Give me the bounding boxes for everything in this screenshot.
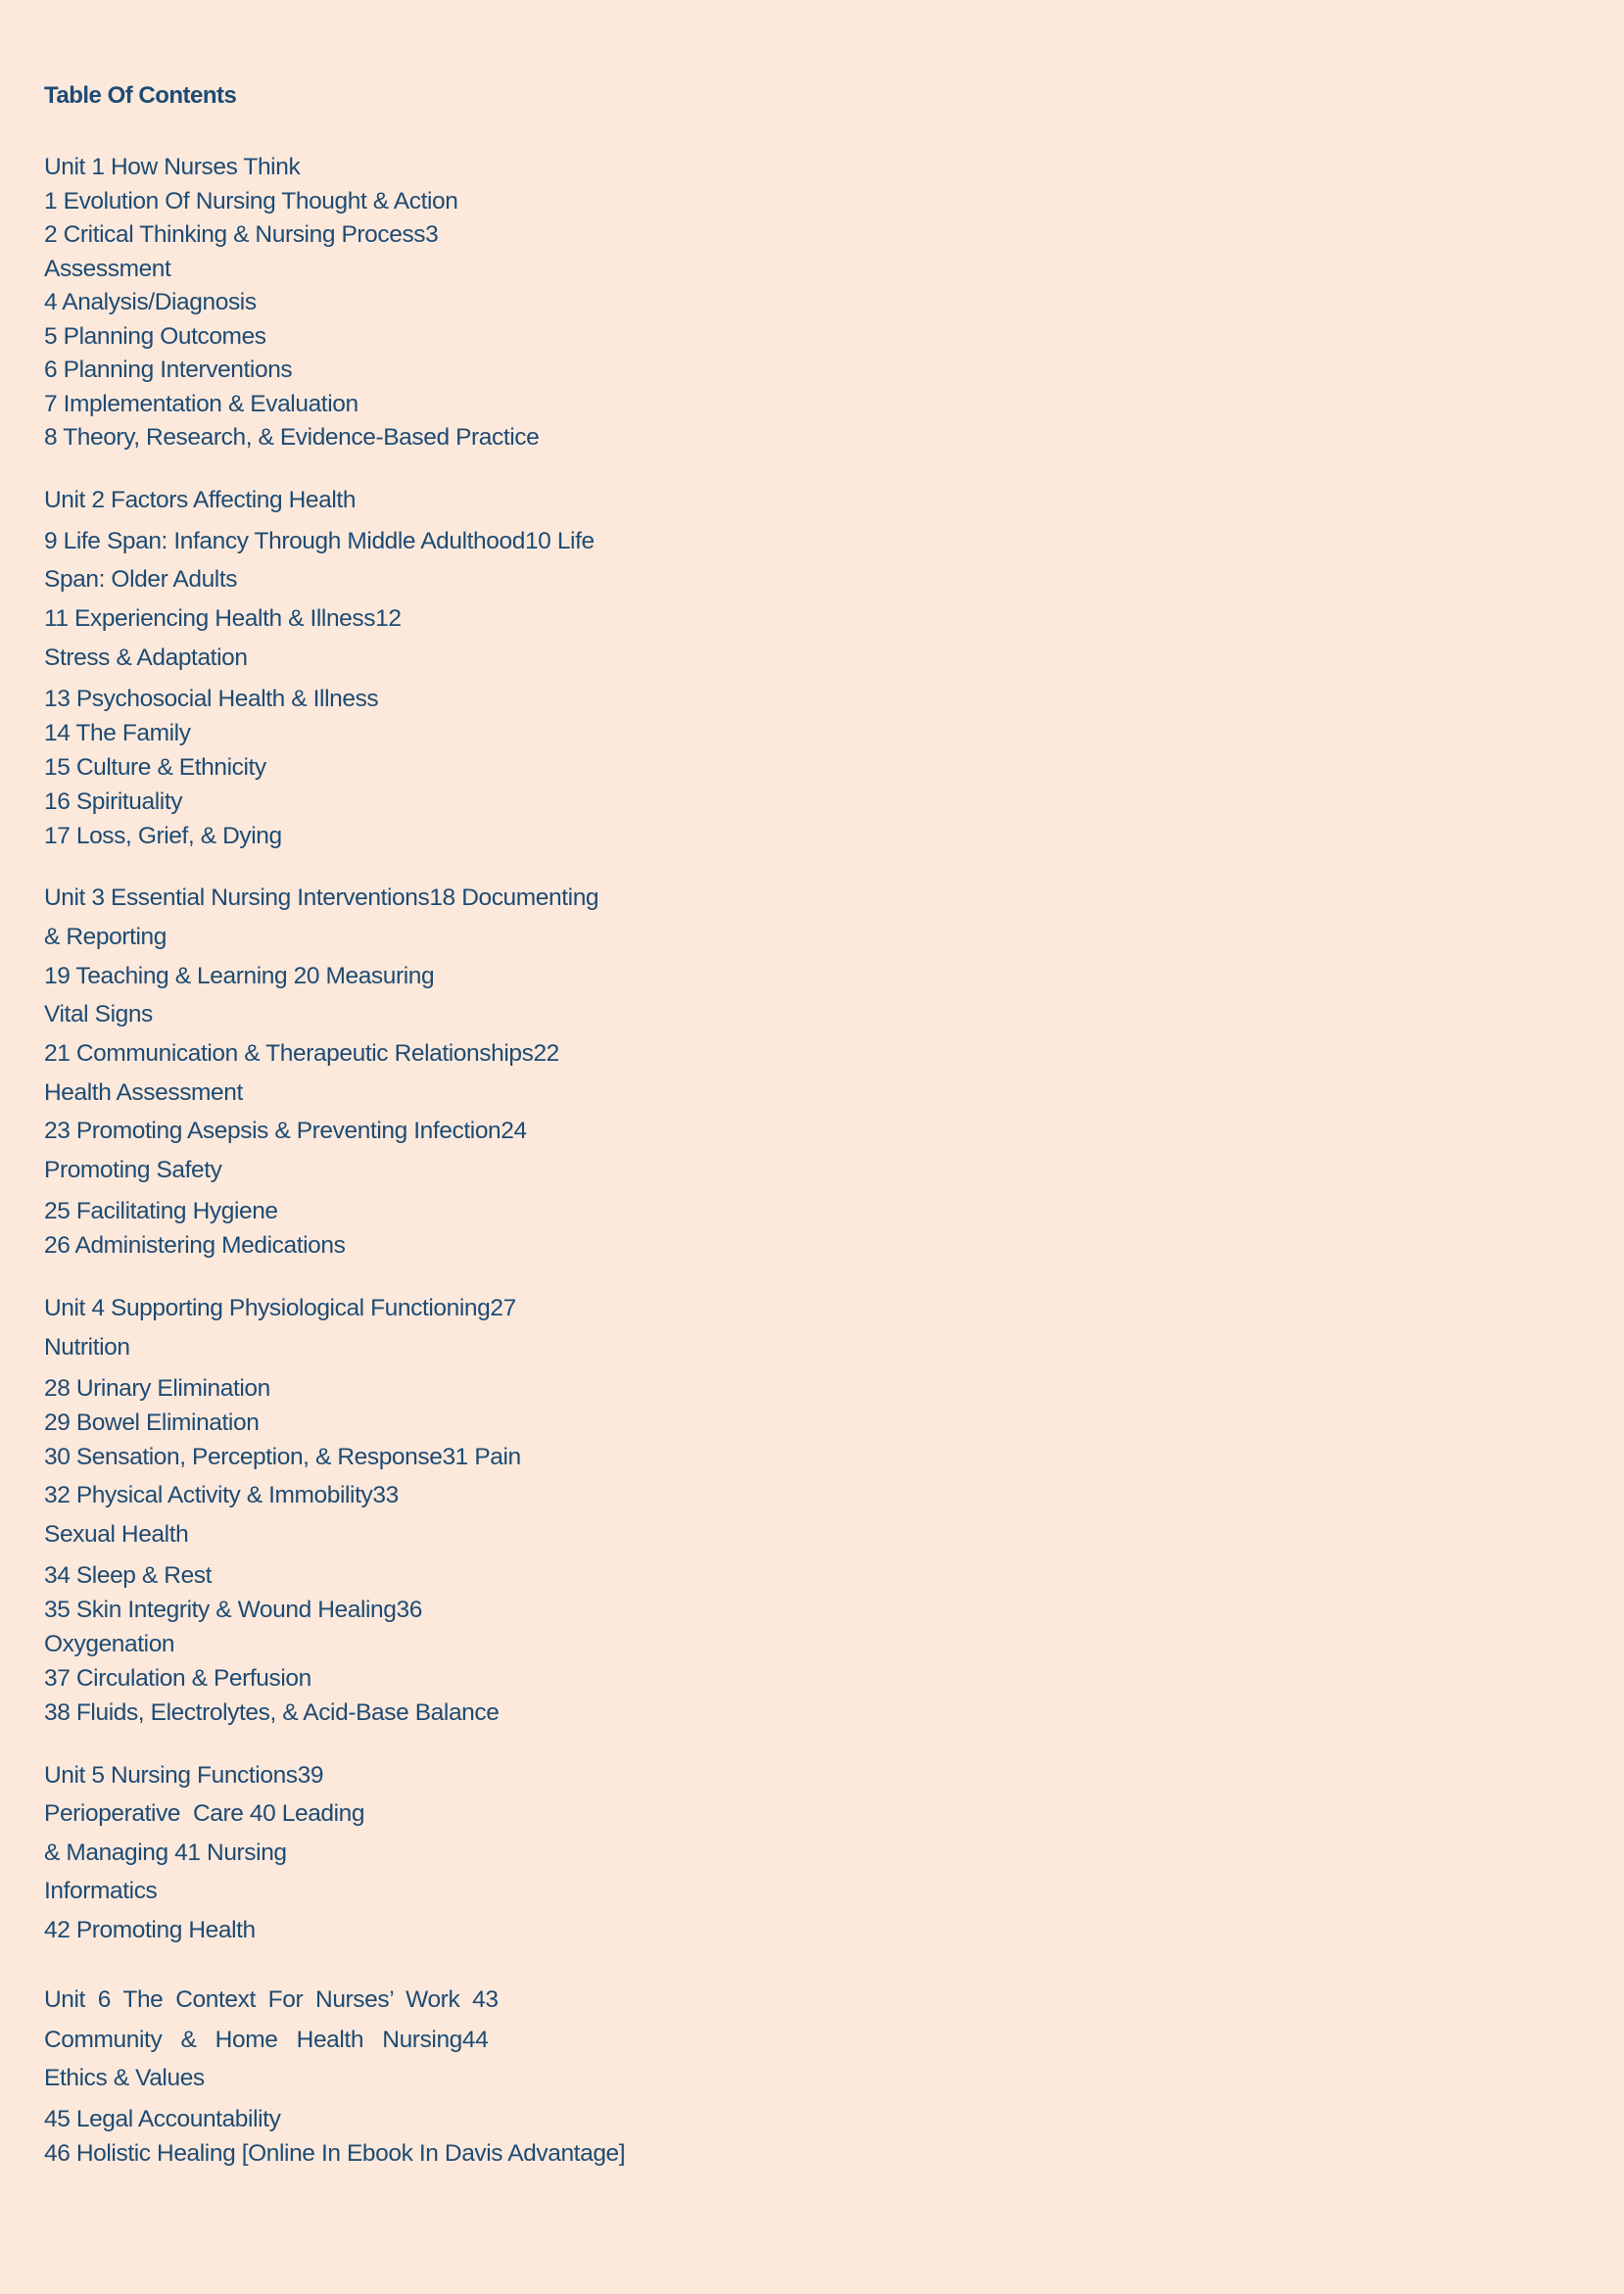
toc-entry: 29 Bowel Elimination — [44, 1410, 260, 1436]
toc-title: Table Of Contents — [44, 82, 237, 109]
toc-entry: 38 Fluids, Electrolytes, & Acid-Base Balance — [44, 1699, 500, 1726]
toc-entry: Stress & Adaptation — [44, 645, 248, 671]
toc-entry: Assessment — [44, 256, 171, 282]
toc-unit-heading: Unit 6 The Context For Nurses’ Work 43 — [44, 1986, 499, 2013]
toc-entry: Community & Home Health Nursing44 — [44, 2027, 489, 2053]
toc-entry: 6 Planning Interventions — [44, 357, 293, 383]
toc-entry: 37 Circulation & Perfusion — [44, 1665, 311, 1692]
toc-unit-heading: Unit 3 Essential Nursing Interventions18 Documenting — [44, 884, 599, 911]
toc-entry: 45 Legal Accountability — [44, 2106, 281, 2132]
toc-entry: 16 Spirituality — [44, 789, 183, 815]
toc-entry: Health Assessment — [44, 1079, 243, 1106]
toc-entry: 2 Critical Thinking & Nursing Process3 — [44, 221, 439, 248]
toc-entry: Span: Older Adults — [44, 566, 238, 593]
toc-unit-heading: Unit 2 Factors Affecting Health — [44, 487, 357, 513]
toc-entry: 34 Sleep & Rest — [44, 1562, 213, 1589]
toc-entry: 13 Psychosocial Health & Illness — [44, 686, 379, 712]
toc-entry: 42 Promoting Health — [44, 1917, 256, 1943]
toc-entry: 7 Implementation & Evaluation — [44, 391, 358, 417]
toc-entry: 21 Communication & Therapeutic Relationships22 — [44, 1040, 559, 1067]
toc-entry: 26 Administering Medications — [44, 1232, 346, 1259]
toc-entry: 4 Analysis/Diagnosis — [44, 289, 257, 315]
toc-entry: 8 Theory, Research, & Evidence-Based Practice — [44, 424, 540, 451]
toc-entry: 9 Life Span: Infancy Through Middle Adulthood10 Life — [44, 528, 595, 554]
toc-entry: 30 Sensation, Perception, & Response31 Pain — [44, 1444, 521, 1470]
toc-unit-heading: Unit 1 How Nurses Think — [44, 154, 301, 180]
toc-entry: 23 Promoting Asepsis & Preventing Infection24 — [44, 1118, 527, 1144]
toc-entry: & Managing 41 Nursing — [44, 1840, 287, 1866]
toc-entry: 19 Teaching & Learning 20 Measuring — [44, 963, 435, 989]
toc-entry: 32 Physical Activity & Immobility33 — [44, 1482, 399, 1508]
toc-entry: Informatics — [44, 1878, 158, 1904]
toc-entry: 35 Skin Integrity & Wound Healing36 — [44, 1597, 422, 1623]
toc-entry: Nutrition — [44, 1334, 130, 1361]
toc-page — [44, 0, 1572, 2294]
toc-entry: 25 Facilitating Hygiene — [44, 1198, 278, 1224]
toc-entry: 15 Culture & Ethnicity — [44, 754, 266, 781]
toc-unit-heading: Unit 5 Nursing Functions39 — [44, 1762, 324, 1789]
toc-entry: 14 The Family — [44, 720, 191, 746]
toc-entry: 11 Experiencing Health & Illness12 — [44, 605, 402, 632]
toc-entry: Oxygenation — [44, 1631, 175, 1657]
toc-entry: Perioperative Care 40 Leading — [44, 1800, 365, 1827]
toc-entry: & Reporting — [44, 924, 167, 950]
toc-entry: 17 Loss, Grief, & Dying — [44, 823, 282, 849]
toc-entry: 1 Evolution Of Nursing Thought & Action — [44, 188, 458, 215]
toc-entry: Sexual Health — [44, 1521, 189, 1548]
toc-entry: Ethics & Values — [44, 2065, 205, 2091]
toc-entry: 28 Urinary Elimination — [44, 1375, 270, 1402]
toc-entry: 5 Planning Outcomes — [44, 323, 266, 350]
toc-entry: Vital Signs — [44, 1001, 153, 1028]
toc-unit-heading: Unit 4 Supporting Physiological Functioning27 — [44, 1295, 516, 1321]
toc-entry: 46 Holistic Healing [Online In Ebook In Davis Advantage] — [44, 2140, 626, 2167]
toc-entry: Promoting Safety — [44, 1157, 222, 1183]
